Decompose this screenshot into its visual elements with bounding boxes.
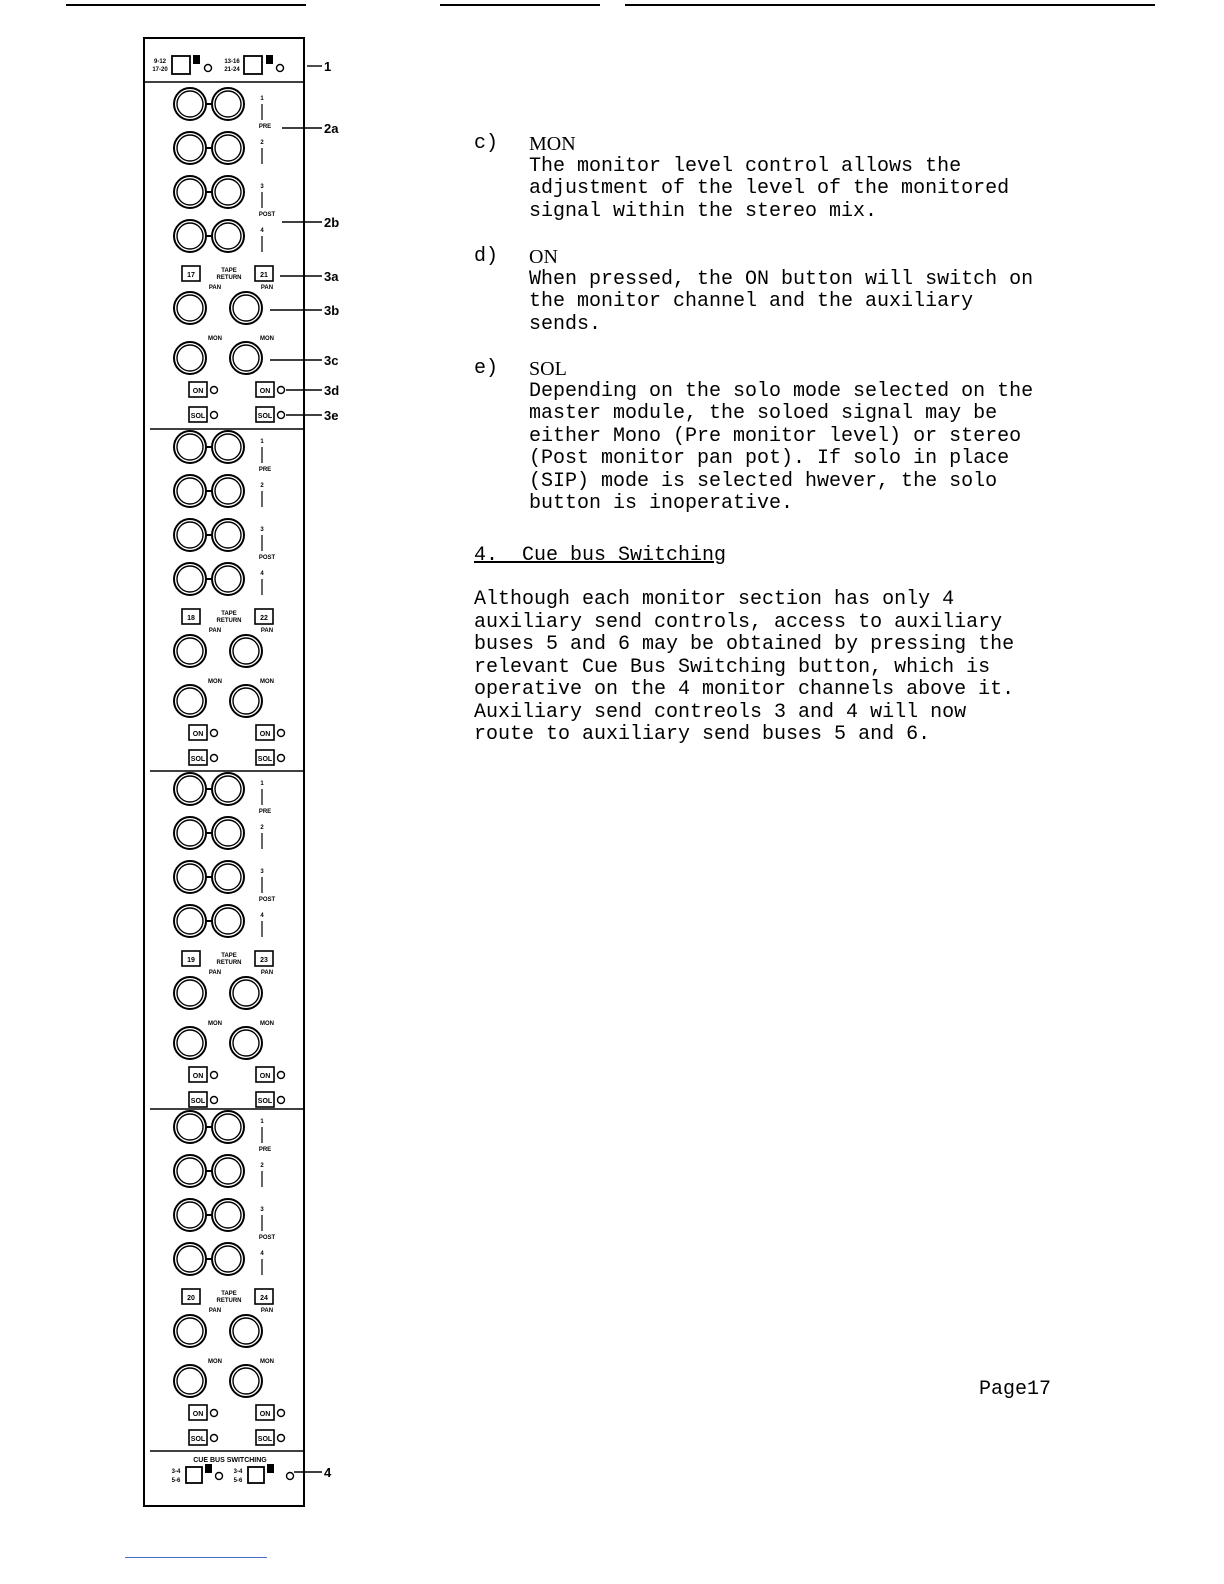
section-1-pan-left-knob-inner — [177, 295, 203, 321]
section-2-aux-3-left-knob-inner — [177, 522, 203, 548]
section-e-letter: e) — [474, 357, 499, 380]
section-2-mon-left-knob-inner — [177, 688, 203, 714]
section-2-mon-left-knob — [174, 685, 206, 717]
section-4-aux-2-number: 2 — [260, 1163, 264, 1169]
section-3-post-label: POST — [258, 897, 276, 903]
section-3-pan-right-label: PAN — [260, 970, 274, 976]
section-1-aux-1-right-knob-inner — [215, 91, 241, 117]
section-1-aux-2-number: 2 — [260, 140, 264, 146]
section-3-tape-return-right-label: 23 — [260, 957, 268, 964]
section-3-mon-left-knob — [174, 1027, 206, 1059]
section-2-pan-left-label: PAN — [208, 628, 222, 634]
section-3-aux-3-left-knob — [174, 861, 206, 893]
section-3-on-left-button-led — [211, 1072, 218, 1079]
section-1-mon-left-label: MON — [208, 336, 222, 342]
module-outline — [144, 38, 304, 1506]
section-2-aux-2-number: 2 — [260, 483, 264, 489]
section-3-pan-right-knob — [230, 977, 262, 1009]
section-3-on-left-button-label: ON — [192, 1073, 204, 1080]
top-switch-a-led — [205, 65, 212, 72]
section-2-tape-return-left-label: 18 — [187, 615, 195, 622]
page-number: Page17 — [979, 1378, 1052, 1401]
section-4-pan-right-knob — [230, 1315, 262, 1347]
top-rule-middle — [440, 4, 600, 6]
section-3-pan-left-knob-inner — [177, 980, 203, 1006]
section-1-aux-1-right-knob — [212, 88, 244, 120]
section-1-tape-return-left-label: 17 — [187, 272, 195, 279]
section-1-sol-right-button-led — [278, 412, 285, 419]
cue-bus-title: CUE BUS SWITCHING — [193, 1457, 267, 1464]
section-1-pan-right-label: PAN — [260, 285, 274, 291]
section-1-mon-right-label: MON — [260, 336, 274, 342]
section-e-heading: SOL — [529, 358, 567, 380]
section-4-mon-right-label: MON — [260, 1359, 274, 1365]
section-4-aux-2-right-knob — [212, 1155, 244, 1187]
section-1-aux-2-left-knob — [174, 132, 206, 164]
cue-right-top-label: 3-4 — [233, 1469, 243, 1475]
top-rule-left — [66, 4, 306, 6]
section-1-on-right-button-led — [278, 387, 285, 394]
cue-switch-right — [248, 1467, 264, 1483]
section-2-pan-left-knob — [174, 635, 206, 667]
section-2-tape-return-right-label: 22 — [260, 615, 268, 622]
section-2-mon-right-label: MON — [260, 679, 274, 685]
top-rule-right — [625, 4, 1155, 6]
section-4-aux-1-left-knob-inner — [177, 1114, 203, 1140]
section-4-mon-left-knob-inner — [177, 1368, 203, 1394]
section-4-aux-2-left-knob — [174, 1155, 206, 1187]
section-1-sol-right-button-label: SOL — [257, 413, 273, 420]
section-4-aux-2-left-knob-inner — [177, 1158, 203, 1184]
top-label-a-bottom: 17-20 — [152, 67, 168, 73]
section-3-on-right-button-led — [278, 1072, 285, 1079]
section-1-aux-4-left-knob — [174, 220, 206, 252]
callout-3e: 3e — [324, 408, 339, 423]
section-d-letter: d) — [474, 245, 499, 268]
section-4-aux-4-left-knob-inner — [177, 1246, 203, 1272]
section-4-sol-right-button-label: SOL — [257, 1436, 273, 1443]
section-1-tape-label: TAPE — [221, 268, 237, 274]
section-1-aux-3-right-knob-inner — [215, 179, 241, 205]
section-1-aux-4-right-knob — [212, 220, 244, 252]
section-2-aux-1-right-knob-inner — [215, 434, 241, 460]
section-3-pre-label: PRE — [258, 809, 272, 815]
callout-3c: 3c — [324, 353, 339, 368]
section-1-on-left-button-led — [211, 387, 218, 394]
section-1-tape-return-right-label: 21 — [260, 272, 268, 279]
section-4-aux-3-right-knob — [212, 1199, 244, 1231]
section-3-aux-2-right-knob — [212, 817, 244, 849]
section-4-mon-left-knob — [174, 1365, 206, 1397]
section-3-aux-1-left-knob-inner — [177, 776, 203, 802]
section-2-mon-left-label: MON — [208, 679, 222, 685]
section-1-sol-left-button-label: SOL — [190, 413, 206, 420]
section-1-aux-3-number: 3 — [260, 184, 264, 190]
section-4-aux-3-left-knob-inner — [177, 1202, 203, 1228]
section-2-on-right-button-led — [278, 730, 285, 737]
section-3-aux-4-left-knob-inner — [177, 908, 203, 934]
top-switch-a — [172, 56, 190, 74]
section-2-aux-1-right-knob — [212, 431, 244, 463]
section-2-aux-3-right-knob — [212, 519, 244, 551]
section-2-aux-4-right-knob-inner — [215, 566, 241, 592]
section-2-aux-4-left-knob — [174, 563, 206, 595]
section-3-pan-left-knob — [174, 977, 206, 1009]
section-1-sol-left-button-led — [211, 412, 218, 419]
section-2-aux-1-left-knob-inner — [177, 434, 203, 460]
callout-2a: 2a — [324, 121, 339, 136]
section-3-aux-1-right-knob-inner — [215, 776, 241, 802]
section-3-mon-left-label: MON — [208, 1021, 222, 1027]
section-4-on-right-button-led — [278, 1410, 285, 1417]
section-3-sol-right-button-led — [278, 1097, 285, 1104]
section-4-aux-1-right-knob-inner — [215, 1114, 241, 1140]
cue-right-bottom-label: 5-6 — [233, 1478, 243, 1484]
section-3-mon-right-knob — [230, 1027, 262, 1059]
section-1-mon-left-knob-inner — [177, 345, 203, 371]
section-2-sol-left-button-label: SOL — [190, 756, 206, 763]
cue-switch-right-led — [287, 1473, 294, 1480]
section-2-pan-right-knob — [230, 635, 262, 667]
cue-left-top-label: 3-4 — [171, 1469, 181, 1475]
section-3-aux-2-left-knob-inner — [177, 820, 203, 846]
section-4-aux-4-left-knob — [174, 1243, 206, 1275]
top-label-b-bottom: 21-24 — [224, 67, 240, 73]
section-1-aux-4-number: 4 — [260, 228, 264, 234]
section-1-aux-1-left-knob — [174, 88, 206, 120]
section-3-tape-return-left-label: 19 — [187, 957, 195, 964]
section-2-pre-label: PRE — [258, 467, 272, 473]
callout-2b: 2b — [324, 215, 340, 230]
section-4-post-label: POST — [258, 1235, 276, 1241]
section-4-aux-1-left-knob — [174, 1111, 206, 1143]
section-c-letter: c) — [474, 132, 499, 155]
section-3-pan-right-knob-inner — [233, 980, 259, 1006]
callout-3a: 3a — [324, 269, 339, 284]
top-label-b-top: 13-16 — [224, 59, 240, 65]
section-4-aux-3-left-knob — [174, 1199, 206, 1231]
section-3-aux-4-right-knob — [212, 905, 244, 937]
top-switch-a-indicator — [193, 55, 200, 64]
section-2-aux-1-number: 1 — [260, 439, 264, 445]
section-1-mon-right-knob — [230, 342, 262, 374]
section-4-tape-label: TAPE — [221, 1291, 237, 1297]
callout-3b: 3b — [324, 303, 340, 318]
section-2-aux-3-left-knob — [174, 519, 206, 551]
section-1-pan-right-knob-inner — [233, 295, 259, 321]
section-4-pre-label: PRE — [258, 1147, 272, 1153]
section-2-aux-2-left-knob-inner — [177, 478, 203, 504]
section-4-pan-left-knob-inner — [177, 1318, 203, 1344]
footer-line — [125, 1557, 267, 1558]
section-3-mon-right-label: MON — [260, 1021, 274, 1027]
section-1-aux-2-right-knob-inner — [215, 135, 241, 161]
section-3-return-label: RETURN — [216, 960, 242, 966]
section-2-aux-2-right-knob — [212, 475, 244, 507]
section-4-on-right-button-label: ON — [259, 1411, 271, 1418]
section-4-aux-4-number: 4 — [260, 1251, 264, 1257]
section-1-aux-3-left-knob — [174, 176, 206, 208]
section-3-aux-2-left-knob — [174, 817, 206, 849]
section-2-return-label: RETURN — [216, 618, 242, 624]
section-4-sol-right-button-led — [278, 1435, 285, 1442]
section-3-aux-1-number: 1 — [260, 781, 264, 787]
section-1-aux-2-right-knob — [212, 132, 244, 164]
section-2-pan-left-knob-inner — [177, 638, 203, 664]
section-4-on-left-button-led — [211, 1410, 218, 1417]
section-4-pan-left-knob — [174, 1315, 206, 1347]
callout-1: 1 — [324, 59, 332, 74]
section-2-mon-right-knob — [230, 685, 262, 717]
section-3-aux-1-left-knob — [174, 773, 206, 805]
section-1-pan-right-knob — [230, 292, 262, 324]
section-2-pan-right-label: PAN — [260, 628, 274, 634]
cue-bus-heading: 4. Cue bus Switching — [474, 544, 727, 567]
section-4-aux-3-right-knob-inner — [215, 1202, 241, 1228]
top-switch-b-indicator — [266, 55, 273, 64]
section-4-pan-left-label: PAN — [208, 1308, 222, 1314]
section-2-sol-right-button-led — [278, 755, 285, 762]
section-c-heading: MON — [529, 133, 576, 155]
section-2-on-left-button-label: ON — [192, 731, 204, 738]
section-2-aux-4-left-knob-inner — [177, 566, 203, 592]
top-switch-b-led — [277, 65, 284, 72]
section-1-aux-1-number: 1 — [260, 96, 264, 102]
section-1-mon-left-knob — [174, 342, 206, 374]
section-3-aux-1-right-knob — [212, 773, 244, 805]
section-2-on-right-button-label: ON — [259, 731, 271, 738]
section-3-on-right-button-label: ON — [259, 1073, 271, 1080]
section-3-aux-2-right-knob-inner — [215, 820, 241, 846]
section-3-aux-3-right-knob-inner — [215, 864, 241, 890]
section-3-aux-3-number: 3 — [260, 869, 264, 875]
section-4-mon-right-knob — [230, 1365, 262, 1397]
section-4-pan-right-label: PAN — [260, 1308, 274, 1314]
section-4-return-label: RETURN — [216, 1298, 242, 1304]
section-2-pan-right-knob-inner — [233, 638, 259, 664]
section-4-mon-left-label: MON — [208, 1359, 222, 1365]
section-3-aux-3-right-knob — [212, 861, 244, 893]
section-4-tape-return-right-label: 24 — [260, 1295, 268, 1302]
cue-left-bottom-label: 5-6 — [171, 1478, 181, 1484]
section-3-aux-4-number: 4 — [260, 913, 264, 919]
section-2-aux-3-right-knob-inner — [215, 522, 241, 548]
section-1-pre-label: PRE — [258, 124, 272, 130]
section-3-sol-left-button-label: SOL — [190, 1098, 206, 1105]
section-4-aux-1-right-knob — [212, 1111, 244, 1143]
section-2-post-label: POST — [258, 555, 276, 561]
section-1-pan-left-label: PAN — [208, 285, 222, 291]
section-3-sol-right-button-label: SOL — [257, 1098, 273, 1105]
section-d-heading: ON — [529, 246, 558, 268]
cue-bus-paragraph: Although each monitor section has only 4 auxiliary send controls, access to auxiliary buses 5 and 6 may be obtained by pressing the relevant Cue Bus Switching button, which is operative on the 4 monitor channels above it. Auxiliary send contreols 3 and 4 will now route to auxiliary send buses 5 and 6. — [474, 588, 1015, 746]
section-e-body: Depending on the solo mode selected on the master module, the soloed signal may be either Mono (Pre monitor level) or stereo (Post monitor pan pot). If solo in place (SIP) mode is selected hwever, the solo button is inoperative. — [529, 379, 1034, 515]
section-4-aux-1-number: 1 — [260, 1119, 264, 1125]
section-1-aux-1-left-knob-inner — [177, 91, 203, 117]
section-2-aux-1-left-knob — [174, 431, 206, 463]
section-1-aux-3-left-knob-inner — [177, 179, 203, 205]
section-1-on-right-button-label: ON — [259, 388, 271, 395]
section-3-sol-left-button-led — [211, 1097, 218, 1104]
section-3-tape-label: TAPE — [221, 953, 237, 959]
callout-3d: 3d — [324, 383, 340, 398]
section-3-aux-4-left-knob — [174, 905, 206, 937]
cue-switch-left-indicator — [205, 1464, 212, 1473]
section-4-aux-4-right-knob-inner — [215, 1246, 241, 1272]
section-1-mon-right-knob-inner — [233, 345, 259, 371]
section-d-body: When pressed, the ON button will switch on the monitor channel and the auxiliary sends. — [529, 267, 1034, 336]
section-4-aux-3-number: 3 — [260, 1207, 264, 1213]
cue-switch-right-indicator — [267, 1464, 274, 1473]
section-1-post-label: POST — [258, 212, 276, 218]
section-2-aux-3-number: 3 — [260, 527, 264, 533]
section-4-aux-4-right-knob — [212, 1243, 244, 1275]
top-label-a-top: 9-12 — [153, 59, 167, 65]
section-3-mon-left-knob-inner — [177, 1030, 203, 1056]
section-3-aux-2-number: 2 — [260, 825, 264, 831]
section-2-sol-right-button-label: SOL — [257, 756, 273, 763]
cue-switch-left-led — [216, 1473, 223, 1480]
section-2-on-left-button-led — [211, 730, 218, 737]
section-2-sol-left-button-led — [211, 755, 218, 762]
section-1-return-label: RETURN — [216, 275, 242, 281]
section-2-aux-4-number: 4 — [260, 571, 264, 577]
section-3-aux-4-right-knob-inner — [215, 908, 241, 934]
section-2-tape-label: TAPE — [221, 611, 237, 617]
section-1-aux-4-right-knob-inner — [215, 223, 241, 249]
section-2-mon-right-knob-inner — [233, 688, 259, 714]
section-1-on-left-button-label: ON — [192, 388, 204, 395]
section-4-mon-right-knob-inner — [233, 1368, 259, 1394]
section-1-aux-2-left-knob-inner — [177, 135, 203, 161]
cue-switch-left — [186, 1467, 202, 1483]
callout-4: 4 — [324, 1465, 332, 1480]
section-1-pan-left-knob — [174, 292, 206, 324]
section-4-pan-right-knob-inner — [233, 1318, 259, 1344]
section-2-aux-2-right-knob-inner — [215, 478, 241, 504]
section-4-sol-left-button-led — [211, 1435, 218, 1442]
section-c-body: The monitor level control allows the adjustment of the level of the monitored signal within the stereo mix. — [529, 154, 1010, 223]
section-4-sol-left-button-label: SOL — [190, 1436, 206, 1443]
section-4-aux-2-right-knob-inner — [215, 1158, 241, 1184]
section-2-aux-4-right-knob — [212, 563, 244, 595]
section-1-aux-4-left-knob-inner — [177, 223, 203, 249]
top-switch-b — [244, 56, 262, 74]
section-3-mon-right-knob-inner — [233, 1030, 259, 1056]
section-1-aux-3-right-knob — [212, 176, 244, 208]
section-4-on-left-button-label: ON — [192, 1411, 204, 1418]
section-3-aux-3-left-knob-inner — [177, 864, 203, 890]
monitor-module-panel-diagram — [130, 30, 360, 1520]
section-4-tape-return-left-label: 20 — [187, 1295, 195, 1302]
section-2-aux-2-left-knob — [174, 475, 206, 507]
section-3-pan-left-label: PAN — [208, 970, 222, 976]
